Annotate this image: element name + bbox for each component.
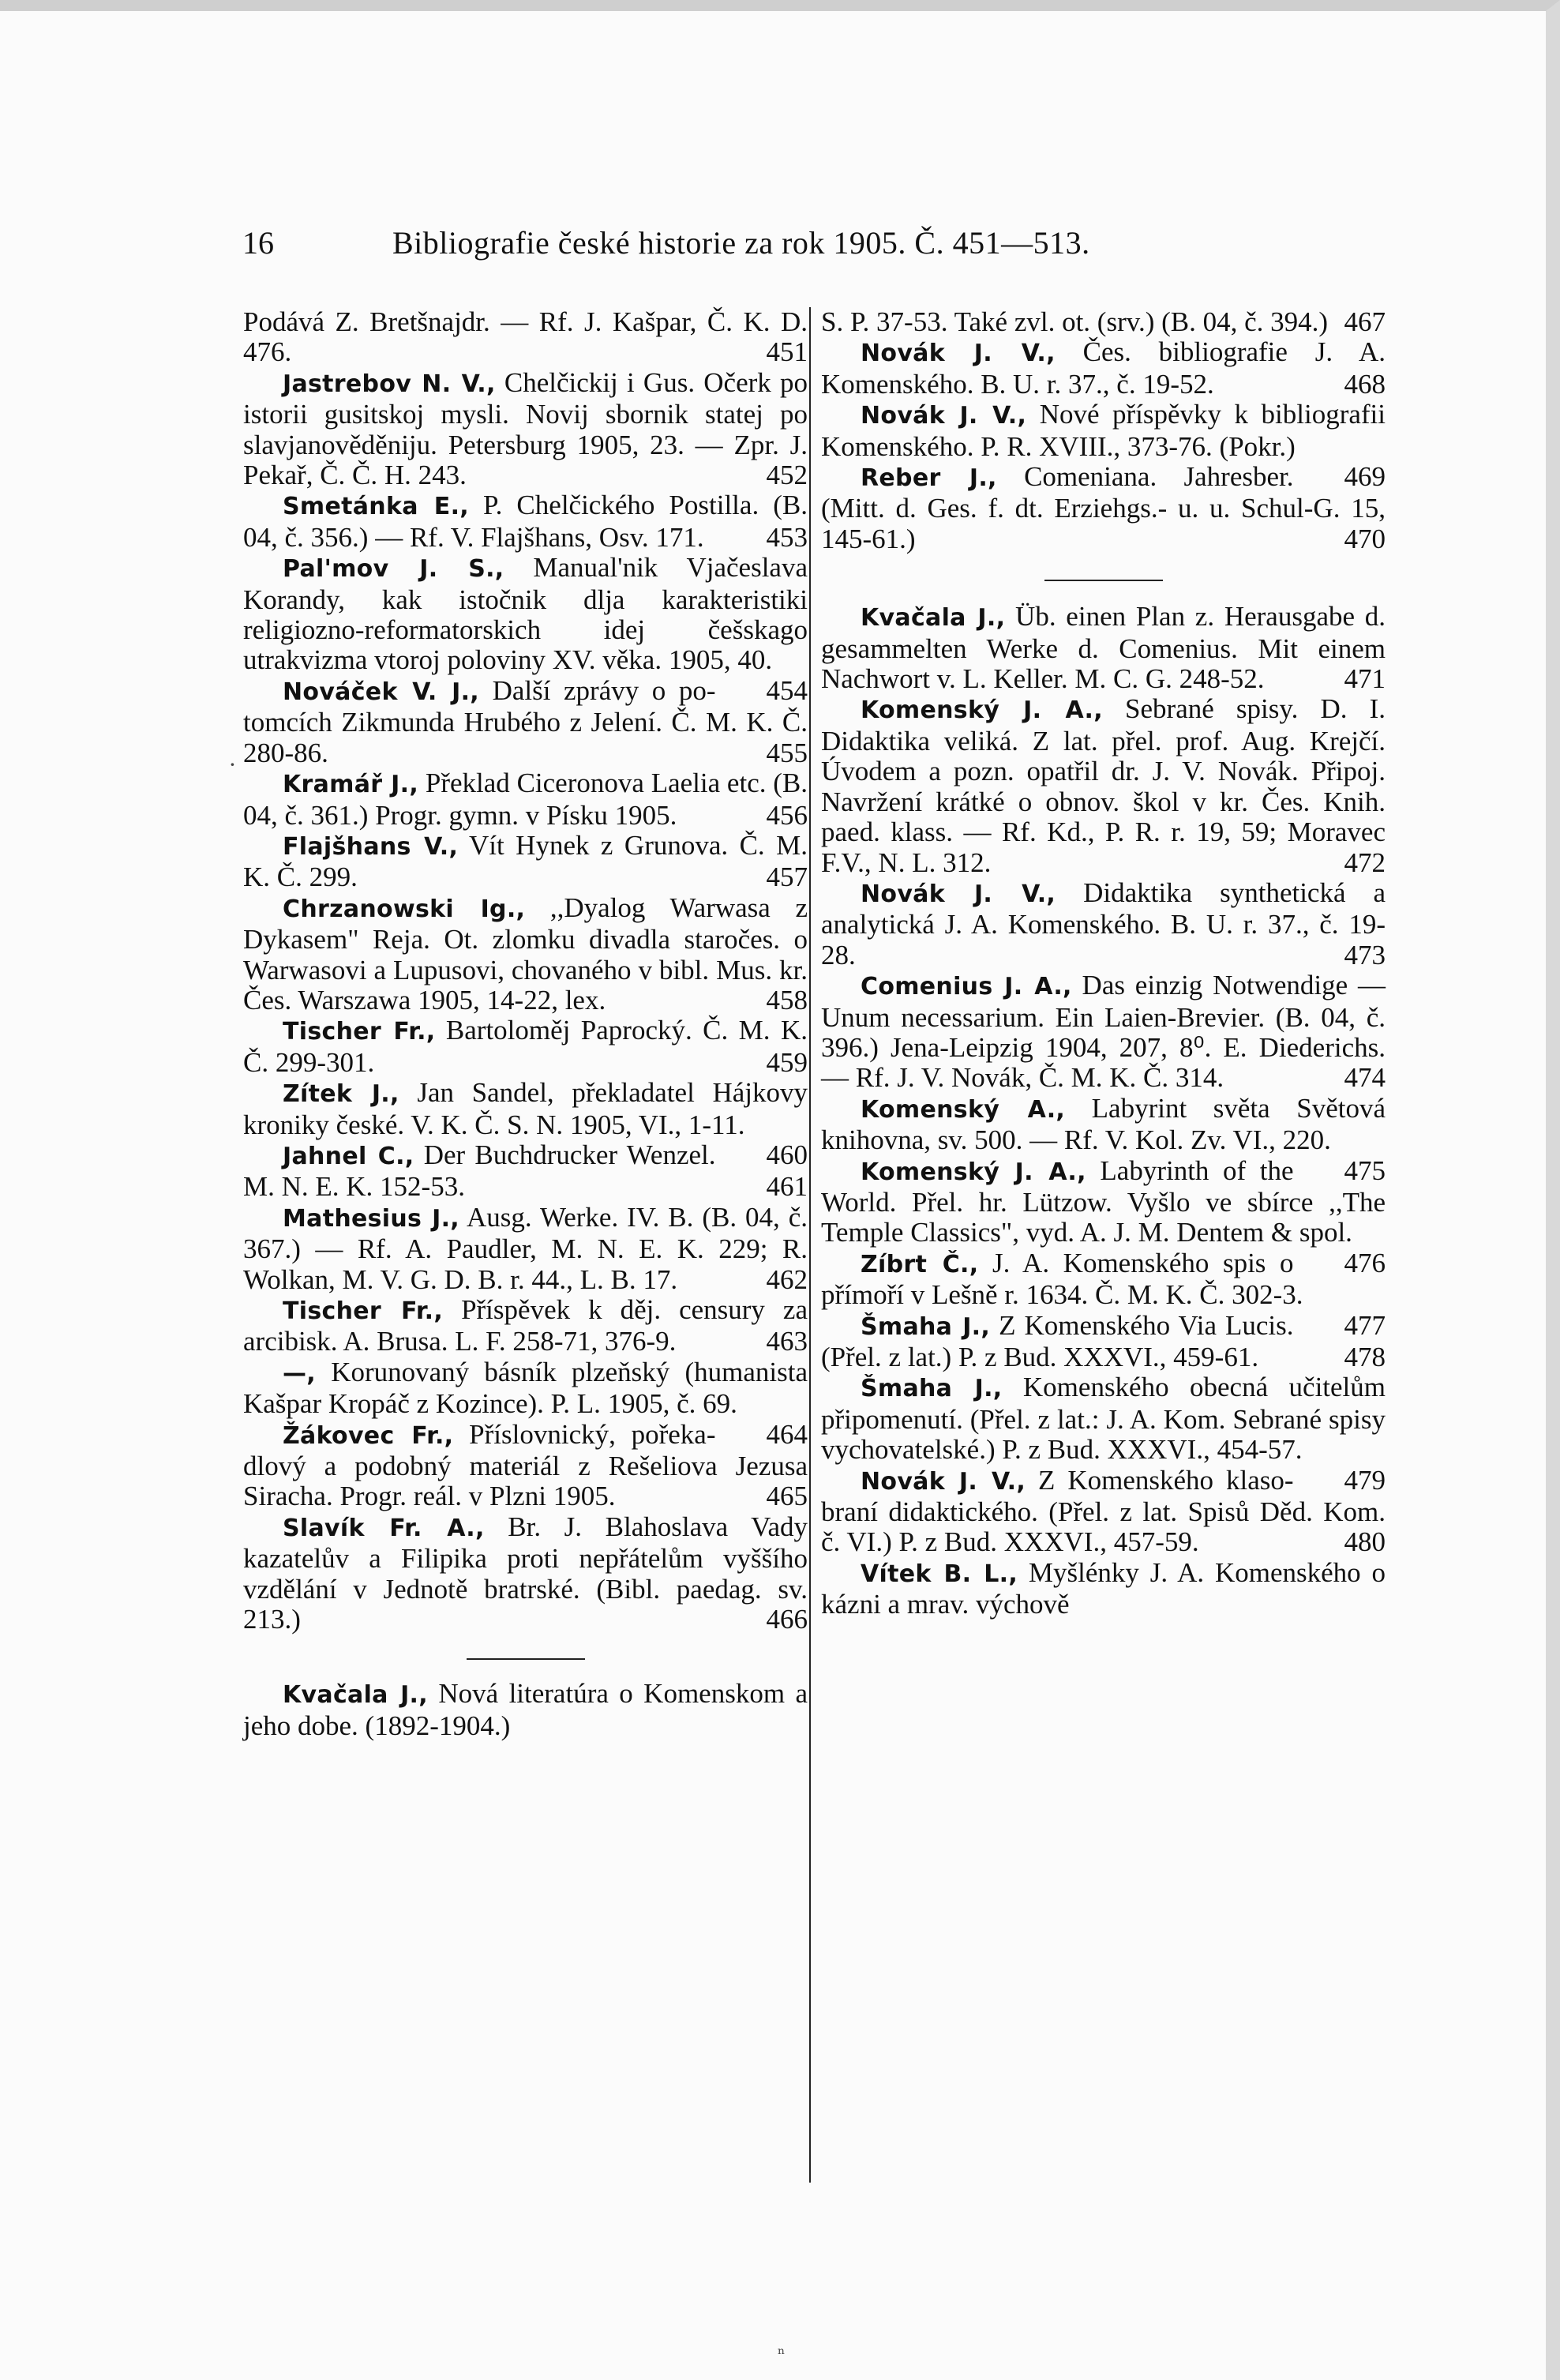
entry-number: 468 (1344, 368, 1386, 400)
entry-author: Komenský J. A., (861, 1158, 1086, 1186)
entry-text: Čes. bibliografie J. A. Komenského. B. U. r. 37., č. 19-52. (821, 336, 1386, 400)
entry-text: Korunovaný básník plzeňský (humanista Kašpar Kropáč z Kozince). P. L. 1905, č. 69. (243, 1356, 808, 1420)
entry-author: Comenius J. A., (861, 973, 1072, 1001)
entry-number: 480 (1344, 1526, 1386, 1558)
bibliography-entry (243, 1512, 808, 1635)
bibliography-entry (821, 602, 1386, 694)
bibliography-entry (243, 1015, 808, 1078)
entry-author: Tischer Fr., (283, 1018, 436, 1046)
column-divider (809, 307, 811, 2183)
entry-number: 461 (766, 1171, 808, 1203)
right-column (821, 307, 1386, 1620)
entry-author: Smetánka E., (283, 493, 469, 521)
section-separator (467, 1658, 585, 1660)
entry-number: 456 (766, 799, 808, 831)
entry-text: Üb. einen Plan z. Herausgabe d. gesammelten Werke d. Comenius. Mit einem Nachwort v. L. Keller. M. C. G. 248-52. (821, 601, 1386, 695)
entry-author: Žákovec Fr., (283, 1421, 454, 1450)
entry-number: 471 (1344, 663, 1386, 695)
entry-text: Labyrinth of the World. Přel. hr. Lützow. Vyšlo ve sbírce ,,The Temple Classics", vyd. A. J. M. Dentem & spol. (821, 1154, 1386, 1248)
entry-number: 469 (1344, 461, 1386, 493)
entry-author: Mathesius J., (283, 1204, 459, 1233)
entry-number: 460 (766, 1139, 808, 1170)
entry-text: Vít Hynek z Grunova. Č. M. K. Č. 299. (243, 829, 808, 893)
page-number: 16 (242, 225, 274, 261)
entry-author: Flajšhans V., (283, 832, 459, 861)
entry-number: 475 (1344, 1154, 1386, 1186)
bibliography-entry (821, 1558, 1386, 1620)
entry-author: —, (283, 1359, 316, 1387)
running-head (242, 224, 1237, 272)
entry-author: Komenský J. A., (861, 696, 1103, 725)
entry-text: Z Komenského klasobraní didaktického. (Přel. z lat. Spisů Děd. Kom. č. VI.) P. z Bud. XXXVI., 457-59. (821, 1464, 1386, 1558)
entry-number: 479 (1344, 1464, 1386, 1496)
entry-text: Jan Sandel, překladatel Hájkovy kroniky české. V. K. Č. S. N. 1905, VI., 1-11. (243, 1077, 808, 1140)
entry-number: 478 (1344, 1342, 1386, 1372)
entry-number: 464 (766, 1418, 808, 1450)
bibliography-entry (243, 1203, 808, 1295)
entry-text: Bartoloměj Paprocký. Č. M. K. Č. 299-301. (243, 1015, 808, 1078)
bibliography-entry (243, 1420, 808, 1512)
entry-author: Jahnel C., (283, 1142, 414, 1170)
entry-author: Novák J. V., (861, 340, 1056, 368)
entry-author: Novák J. V., (861, 1467, 1026, 1496)
entry-author: Komenský A., (861, 1095, 1066, 1124)
entry-text: Manual'nik Vjačeslava Korandy, kak istočnik dlja karakteristiki religiozno-reformatorskich idej češskago utrakvizma vtoroj poloviny XV. věka. 1905, 40. (243, 552, 808, 676)
entry-text: Chelčickij i Gus. Očerk po istorii gusitskoj mysli. Novij sbornik statej po slavjanověděniju. Petersburg 1905, 23. — Zpr. J. Pekař, Č. Č. H. 243. (243, 366, 808, 491)
entry-number: 454 (766, 674, 808, 706)
entry-text: Podává Z. Bretšnajdr. — Rf. J. Kašpar, Č. K. D. 476. (243, 306, 808, 368)
entry-text: ,,Dyalog Warwasa z Dykasem" Reja. Ot. zlomku divadla staročes. o Warwasovi a Lupusovi, chovaného v bibl. Mus. kr. Čes. Warszawa 1905, 14-22, lex. (243, 892, 808, 1015)
entry-author: Kramář J., (283, 771, 419, 799)
entry-text: Sebrané spisy. D. I. Didaktika veliká. Z lat. přel. prof. Aug. Krejčí. Úvodem a pozn. opatřil dr. J. V. Novák. Připoj. Navržení krátké o obnov. škol v kr. Čes. Knih. paed. klass. — Rf. Kd., P. R. r. 19, 59; Moravec F.V., N. L. 312. (821, 693, 1386, 878)
entry-number: 472 (1344, 847, 1386, 878)
entry-text: Das einzig Notwendige — Unum necessarium. Ein Laien-Brevier. (B. 04, č. 396.) Jena-Leipzig 1904, 207, 8⁰. E. Diederichs. — Rf. J. V. Novák, Č. M. K. Č. 314. (821, 970, 1386, 1094)
entry-author: Tischer Fr., (283, 1297, 444, 1325)
bibliography-entry (821, 878, 1386, 970)
entry-number: 455 (766, 737, 808, 768)
entry-text: Didaktika synthetická a analytická J. A. Komenského. B. U. r. 37., č. 19-28. (821, 877, 1386, 970)
margin-dot: · (229, 752, 236, 778)
bibliography-entry (821, 307, 1386, 337)
entry-number: 470 (1344, 523, 1386, 554)
entry-text: Labyrint světa Světová knihovna, sv. 500. — Rf. V. Kol. Zv. VI., 220. (821, 1092, 1386, 1156)
bibliography-entry (821, 1466, 1386, 1558)
page-title: Bibliografie české historie za rok 1905. Č. 451—513. (392, 225, 1090, 261)
entry-number: 467 (1344, 306, 1386, 337)
entry-author: Chrzanowski Ig., (283, 895, 526, 923)
entry-number: 465 (766, 1481, 808, 1512)
entry-number: 459 (766, 1046, 808, 1078)
section-separator (1044, 580, 1163, 581)
entry-author: Kvačala J., (861, 604, 1006, 633)
entry-text: Z Komenského Via Lucis. (Přel. z lat.) P. z Bud. XXXVI., 459-61. (821, 1309, 1294, 1372)
entry-number: 457 (766, 862, 808, 893)
entry-text: Nová literatúra o Komenskom a jeho dobe. (1892-1904.) (243, 1678, 808, 1741)
entry-author: Vítek B. L., (861, 1560, 1018, 1588)
entry-text: Překlad Ciceronova Laelia etc. (B. 04, č. 361.) Progr. gymn. v Písku 1905. (243, 768, 808, 831)
entry-number: 476 (1344, 1247, 1386, 1278)
bibliography-entry (243, 831, 808, 893)
bibliography-entry (821, 1311, 1386, 1373)
entry-number: 451 (766, 336, 808, 368)
entry-text: Další zprávy o potomcích Zikmunda Hrubého z Jelení. Č. M. K. Č. 280-86. (243, 674, 808, 768)
entry-author: Reber J., (861, 464, 997, 493)
entry-number: 477 (1344, 1309, 1386, 1341)
bibliography-entry (821, 337, 1386, 400)
bibliography-entry (243, 768, 808, 831)
entry-text: Komenského obecná učitelům připomenutí. (Přel. z lat.: J. A. Kom. Sebrané spisy vychovatelské.) P. z Bud. XXXVI., 454-57. (821, 1372, 1386, 1466)
bibliography-entry (821, 970, 1386, 1094)
bibliography-entry (243, 1140, 808, 1203)
entry-text: Příslovnický, pořekadlový a podobný materiál z Rešeliova Jezusa Siracha. Progr. reál. v Plzni 1905. (243, 1418, 808, 1512)
bibliography-entry (243, 1295, 808, 1357)
footer-mark: ₙ (778, 2339, 786, 2359)
entry-text: P. Chelčického Postilla. (B. 04, č. 356.) — Rf. V. Flajšhans, Osv. 171. (243, 490, 808, 553)
entry-number: 462 (766, 1263, 808, 1295)
entry-text: Br. J. Blahoslava Vady kazatelův a Filipika proti nepřátelům vyššího vzdělání v Jednotě bratrské. (Bibl. paedag. sv. 213.) (243, 1511, 808, 1635)
entry-text: Der Buchdrucker Wenzel. M. N. E. K. 152-53. (243, 1139, 716, 1203)
bibliography-entry (243, 1679, 808, 1741)
entry-number: 452 (766, 460, 808, 491)
entry-author: Novák J. V., (861, 880, 1056, 908)
entry-author: Jastrebov N. V., (283, 370, 496, 398)
entry-text: Myšlénky J. A. Komenského o kázni a mrav. výchově (821, 1556, 1386, 1620)
bibliography-entry (243, 368, 808, 491)
entry-author: Zíbrt Č., (861, 1250, 979, 1278)
bibliography-entry (243, 676, 808, 768)
entry-number: 453 (766, 521, 808, 553)
entry-text: S. P. 37-53. Také zvl. ot. (srv.) (B. 04, č. 394.) (821, 306, 1329, 337)
entry-text: Comeniana. Jahresber. (Mitt. d. Ges. f. dt. Erziehgs.- u. u. Schul-G. 15, 145-61.) (821, 461, 1386, 554)
entry-author: Kvačala J., (283, 1681, 428, 1710)
entry-number: 463 (766, 1326, 808, 1357)
entry-number: 466 (766, 1604, 808, 1635)
entry-author: Nováček V. J., (283, 678, 480, 706)
entry-text: Příspěvek k děj. censury za arcibisk. A. Brusa. L. F. 258-71, 376-9. (243, 1294, 808, 1357)
entry-author: Šmaha J., (861, 1312, 991, 1341)
bibliography-entry (821, 462, 1386, 554)
entry-number: 458 (766, 984, 808, 1015)
entry-author: Zítek J., (283, 1080, 399, 1109)
entry-author: Novák J. V., (861, 402, 1027, 430)
entry-author: Pal'mov J. S., (283, 555, 504, 584)
bibliography-entry (243, 893, 808, 1016)
entry-author: Šmaha J., (861, 1375, 1003, 1403)
entry-text: Ausg. Werke. IV. B. (B. 04, č. 367.) — Rf. A. Paudler, M. N. E. K. 229; R. Wolkan, M. V. G. D. B. r. 44., L. B. 17. (243, 1201, 808, 1295)
entry-author: Slavík Fr. A., (283, 1514, 485, 1542)
entry-number: 474 (1344, 1062, 1386, 1094)
entry-number: 473 (1344, 939, 1386, 970)
entry-text: J. A. Komenského spis o přímoří v Lešně r. 1634. Č. M. K. Č. 302-3. (821, 1247, 1303, 1311)
left-column (243, 307, 808, 1741)
bibliography-entry (243, 490, 808, 553)
bibliography-entry (821, 694, 1386, 877)
bibliography-entry (243, 307, 808, 368)
entry-text: Nové příspěvky k bibliografii Komenského. P. R. XVIII., 373-76. (Pokr.) (821, 399, 1386, 462)
